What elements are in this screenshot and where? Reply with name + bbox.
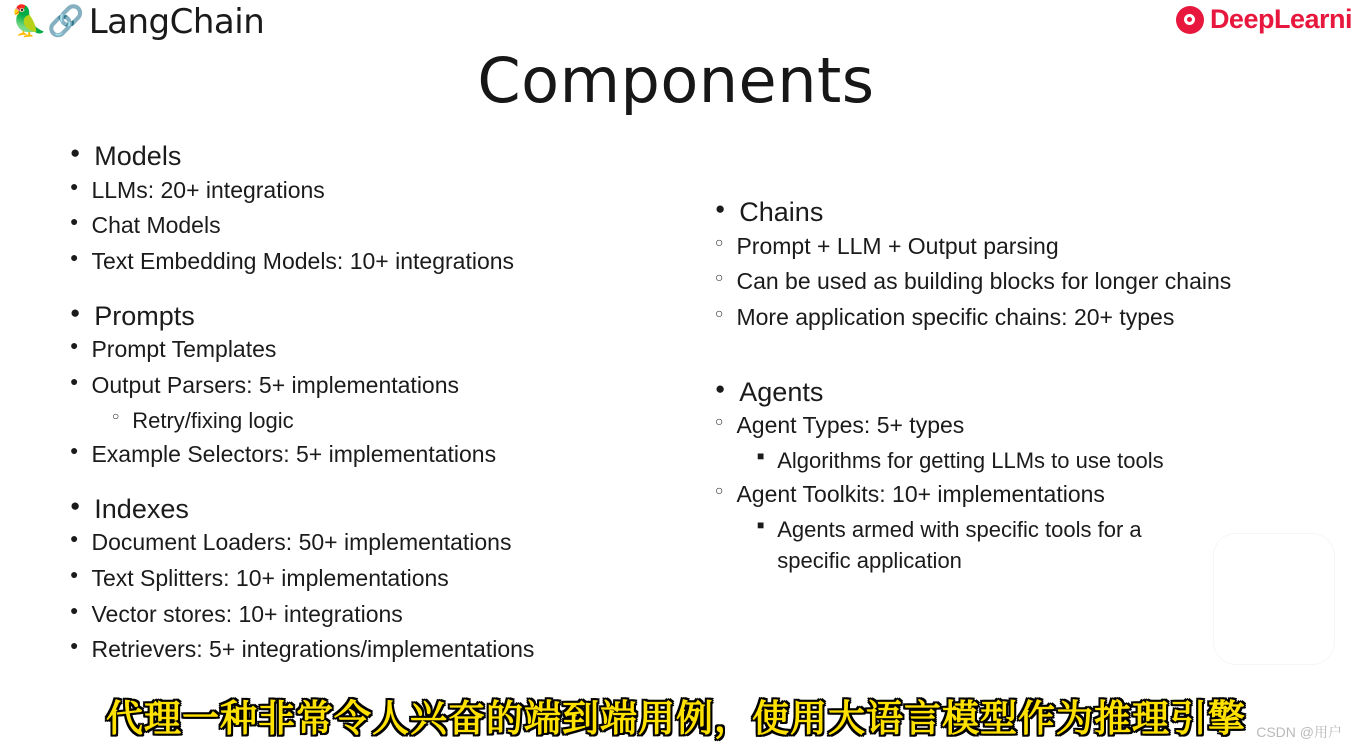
sub-list [70,526,710,666]
list-item-label: Output Parsers: 5+ implementations [91,372,460,399]
bullet-disc-icon: ● [70,495,81,515]
list-item [70,245,710,278]
heading-label: Models [94,141,182,171]
list-item [715,230,1335,263]
heading-label: Prompts [94,300,195,331]
list-item-label: Example Selectors: 5+ implementations [91,441,497,468]
group-heading [715,196,1335,230]
list-item [70,633,710,666]
group-heading [715,376,1335,410]
list-item [70,598,710,631]
deeplearning-ai-logo-icon [1176,6,1204,34]
list-item [70,526,710,559]
bullet-circle-icon: ○ [112,408,120,423]
list-item-label: Agent Toolkits: 10+ implementations [736,481,1105,508]
page-title: Components [477,44,875,117]
bullet-disc-icon: ● [70,530,79,547]
subtitle-text: 代理一种非常令人兴奋的端到端用例，使用大语言模型作为推理引擎 [106,697,1246,740]
parrot-chain-icon: 🦜🔗 [10,5,85,38]
heading-label: Indexes [94,493,189,524]
bullet-disc-icon: ● [70,213,79,230]
list-item [715,265,1335,298]
bullet-circle-icon: ○ [715,482,724,499]
bullet-disc-icon: ● [715,199,726,218]
bullet-disc-icon: ● [70,337,79,354]
bullet-disc-icon: ● [70,373,79,390]
bullet-circle-icon: ○ [715,413,724,430]
brand-name: LangChain [88,2,265,42]
heading-label: Agents [739,376,824,407]
play-icon [1241,571,1307,627]
deeplearning-ai-label: DeepLearni [1209,4,1352,34]
bullet-disc-icon: ● [70,442,79,459]
list-item-label: Prompt Templates [91,336,277,363]
bullet-disc-icon: ● [70,566,79,583]
heading-label: Chains [739,197,824,227]
group-heading [70,300,710,334]
list-item-label: Vector stores: 10+ integrations [91,600,403,627]
list-item [70,333,710,366]
bullet-disc-icon: ● [70,601,79,618]
deeplearning-ai-brand [1176,4,1352,35]
group-prompts [70,300,710,471]
list-item [757,445,1335,476]
list-item-label: Agents armed with specific tools for a specific application [777,517,1142,574]
bullet-disc-icon: ● [70,249,79,266]
group-heading [70,493,710,527]
bullet-square-icon: ■ [757,518,765,533]
list-item-label: Prompt + LLM + Output parsing [736,232,1059,259]
bullet-circle-icon: ○ [715,269,724,286]
group-indexes [70,493,710,666]
list-item-label: Can be used as building blocks for longer chains [736,268,1232,295]
list-item-label: Retry/fixing logic [132,407,294,433]
bullet-disc-icon: ● [70,637,79,654]
list-item-label: Chat Models [91,212,221,239]
bullet-circle-icon: ○ [715,305,724,322]
list-item [70,174,710,207]
bullet-disc-icon: ● [70,302,81,322]
bullet-square-icon: ■ [757,449,765,464]
video-play-button[interactable] [1214,534,1334,664]
list-item [70,562,710,595]
list-item [757,514,1157,576]
list-item [70,438,710,471]
play-antenna-icon [1255,558,1285,583]
list-item-label: Retrievers: 5+ integrations/implementations [91,636,535,663]
sub-list [70,333,710,470]
sub-list [70,174,710,278]
list-item [715,301,1335,334]
watermark-label: CSDN @用户 [1256,724,1342,740]
bullet-disc-icon: ● [70,177,79,194]
list-item-label: More application specific chains: 20+ types [736,304,1175,331]
list-item-label: Algorithms for getting LLMs to use tools [777,448,1164,474]
list-item-label: LLMs: 20+ integrations [91,176,325,203]
left-column [70,140,710,688]
group-chains [715,196,1335,334]
list-item [70,209,710,242]
list-item-label: Text Splitters: 10+ implementations [91,565,449,592]
group-heading [70,140,710,174]
bullet-disc-icon: ● [70,143,81,162]
list-item [70,369,710,402]
langchain-brand [10,2,264,42]
bullet-circle-icon: ○ [715,233,724,250]
list-item-label: Document Loaders: 50+ implementations [91,529,512,556]
list-item [112,405,710,436]
list-item-label: Agent Types: 5+ types [736,412,965,439]
list-item-label: Text Embedding Models: 10+ integrations [91,248,515,275]
list-item [715,409,1335,442]
bullet-disc-icon: ● [715,378,726,398]
sub-list [715,230,1335,334]
list-item [715,478,1335,511]
group-models [70,140,710,278]
